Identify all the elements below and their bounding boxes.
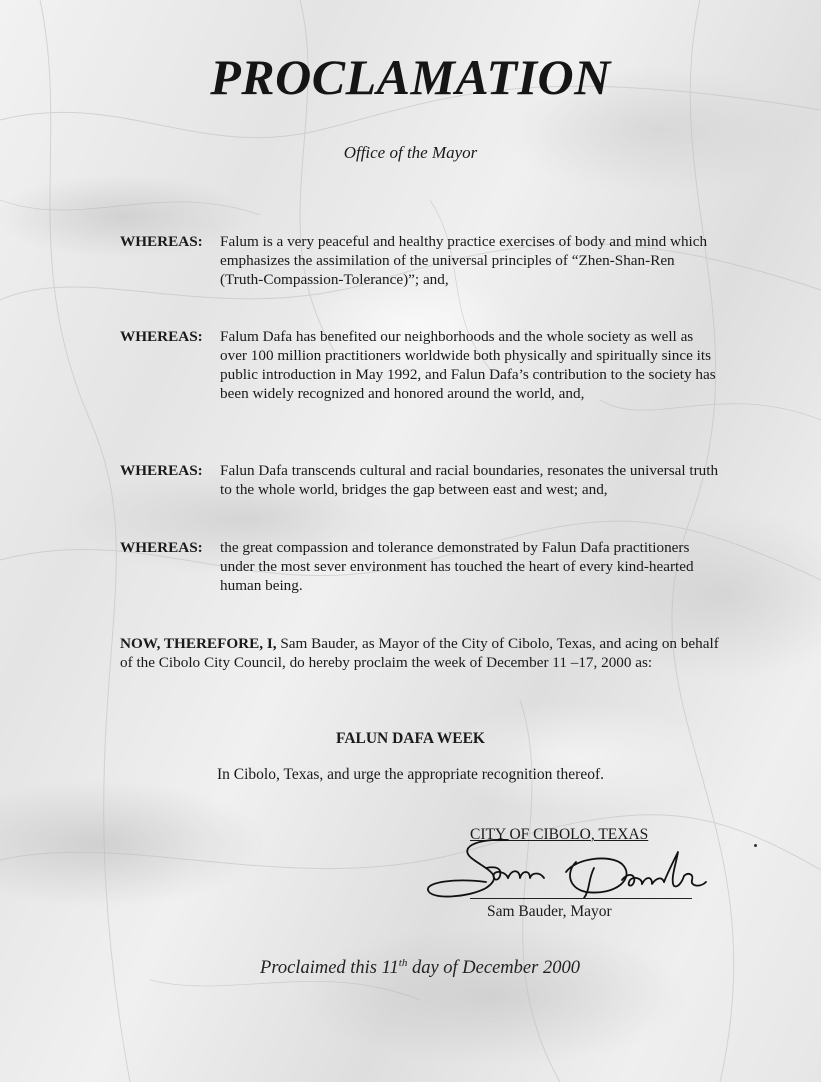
whereas-text: Falum is a very peaceful and healthy practice exercises of body and mind which emphasizes the assimilation of the universal principles of “Zhen-Shan-Ren (Truth-Compassion-Tolerance)”; and, [220,233,708,288]
mayor-signature [416,832,716,912]
proclaimed-suffix: day of December 2000 [407,958,580,978]
proclaimed-date [0,958,821,979]
therefore-text: Sam Bauder, as Mayor of the City of Cibolo, Texas, and acing on behalf of the Cibolo City Council, do hereby proclaim the week of December 11 –17, 2000 as: [120,635,719,671]
therefore-clause [120,634,720,672]
signer-name: Sam Bauder, Mayor [487,903,612,920]
whereas-clause-1 [120,232,720,289]
whereas-clause-4 [120,538,720,595]
signature-line [470,898,692,899]
city-line: CITY OF CIBOLO, TEXAS [470,826,649,843]
urge-text: In Cibolo, Texas, and urge the appropriate recognition thereof. [216,766,604,783]
office-subtitle: Office of the Mayor [343,143,478,162]
therefore-lead: NOW, THEREFORE, I, [120,635,277,652]
whereas-text: Falum Dafa has benefited our neighborhoods and the whole society as well as over 100 million practitioners worldwide both physically and spiritually since its public introduction in May 1992, and Falun Dafa’s contribution to the society has been widely recognized and honored around the world, and, [220,328,716,402]
whereas-label: WHEREAS: [120,462,203,479]
week-title: FALUN DAFA WEEK [336,730,485,747]
whereas-text: Falun Dafa transcends cultural and racial boundaries, resonates the universal truth to the whole world, bridges the gap between east and west; and, [220,462,719,498]
whereas-label: WHEREAS: [120,539,203,556]
whereas-text: the great compassion and tolerance demonstrated by Falun Dafa practitioners under the most sever environment has touched the heart of every kind-hearted human being. [220,539,694,594]
page-title: PROCLAMATION [210,49,611,105]
whereas-label: WHEREAS: [120,233,203,250]
ink-speck [754,844,757,847]
whereas-clause-2 [120,327,720,403]
proclaimed-prefix: Proclaimed this 11 [260,958,399,978]
proclaimed-ordinal: th [398,956,408,969]
whereas-clause-3 [120,461,720,499]
whereas-label: WHEREAS: [120,328,203,345]
